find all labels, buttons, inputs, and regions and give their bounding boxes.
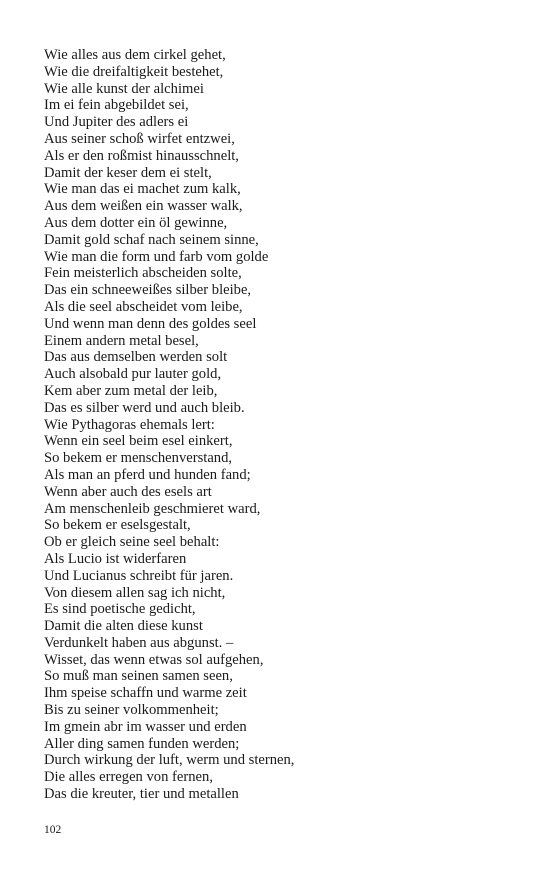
poem-line: Wie alle kunst der alchimei (44, 80, 204, 97)
poem-line: Fein meisterlich abscheiden solte, (44, 265, 242, 282)
poem-line: Und Lucianus schreibt für jaren. (44, 567, 234, 584)
poem-line: Als Lucio ist widerfaren (44, 550, 187, 567)
poem-line: Bis zu seiner volkommenheit; (44, 702, 219, 719)
poem-line: Ihm speise schaffn und warme zeit (44, 685, 247, 702)
poem-line: Wenn aber auch des esels art (44, 483, 212, 500)
poem-line: Wie man die form und farb vom golde (44, 248, 269, 265)
poem-line: Am menschenleib geschmieret ward, (44, 500, 261, 517)
poem-line: Verdunkelt haben aus abgunst. – (44, 634, 234, 651)
poem-line: Aus dem dotter ein öl gewinne, (44, 214, 228, 231)
poem-line: Wie alles aus dem cirkel gehet, (44, 47, 226, 63)
poem-line: Als er den roßmist hinausschnelt, (44, 147, 239, 164)
poem-line: Das die kreuter, tier und metallen (44, 786, 239, 803)
poem-line: Und Jupiter des adlers ei (44, 114, 189, 131)
poem-line: Aller ding samen funden werden; (44, 735, 240, 752)
poem-line: Einem andern metal besel, (44, 332, 199, 349)
poem-line: Damit der keser dem ei stelt, (44, 164, 212, 181)
poem-line: Auch alsobald pur lauter gold, (44, 366, 222, 383)
poem-line: Wie Pythagoras ehemals lert: (44, 416, 215, 433)
page-number: 102 (44, 824, 62, 836)
poem-line: Im ei fein abgebildet sei, (44, 97, 189, 114)
poem-line: Wenn ein seel beim esel einkert, (44, 433, 233, 450)
poem-line: Und wenn man denn des goldes seel (44, 315, 257, 332)
poem-line: Es sind poetische gedicht, (44, 601, 196, 618)
poem-line: Wisset, das wenn etwas sol aufgehen, (44, 651, 264, 668)
poem-line: Das es silber werd und auch bleib. (44, 399, 245, 416)
poem-line: Das aus demselben werden solt (44, 349, 228, 366)
poem-line: Wie man das ei machet zum kalk, (44, 181, 241, 198)
poem-line: Ob er gleich seine seel behalt: (44, 534, 220, 551)
poem-line: Wie die dreifaltigkeit bestehet, (44, 63, 224, 80)
poem-line: So bekem er eselsgestalt, (44, 517, 191, 534)
poem-line: Aus dem weißen ein wasser walk, (44, 198, 243, 215)
poem-line: Aus seiner schoß wirfet entzwei, (44, 130, 235, 147)
poem-line: Kem aber zum metal der leib, (44, 382, 218, 399)
poem-line: So bekem er menschenverstand, (44, 450, 233, 467)
poem-line: Das ein schneeweißes silber bleibe, (44, 282, 252, 299)
poem-line: Durch wirkung der luft, werm und sternen, (44, 752, 295, 769)
poem-line: Die alles erregen von fernen, (44, 769, 213, 786)
poem-line: Von diesem allen sag ich nicht, (44, 584, 226, 601)
poem-line: So muß man seinen samen seen, (44, 668, 233, 685)
poem-line: Damit die alten diese kunst (44, 618, 203, 635)
poem-line: Als man an pferd und hunden fand; (44, 466, 251, 483)
poem-line: Damit gold schaf nach seinem sinne, (44, 231, 259, 248)
poem-line: Im gmein abr im wasser und erden (44, 718, 247, 735)
poem-line: Als die seel abscheidet vom leibe, (44, 298, 243, 315)
poem-text (44, 47, 514, 803)
